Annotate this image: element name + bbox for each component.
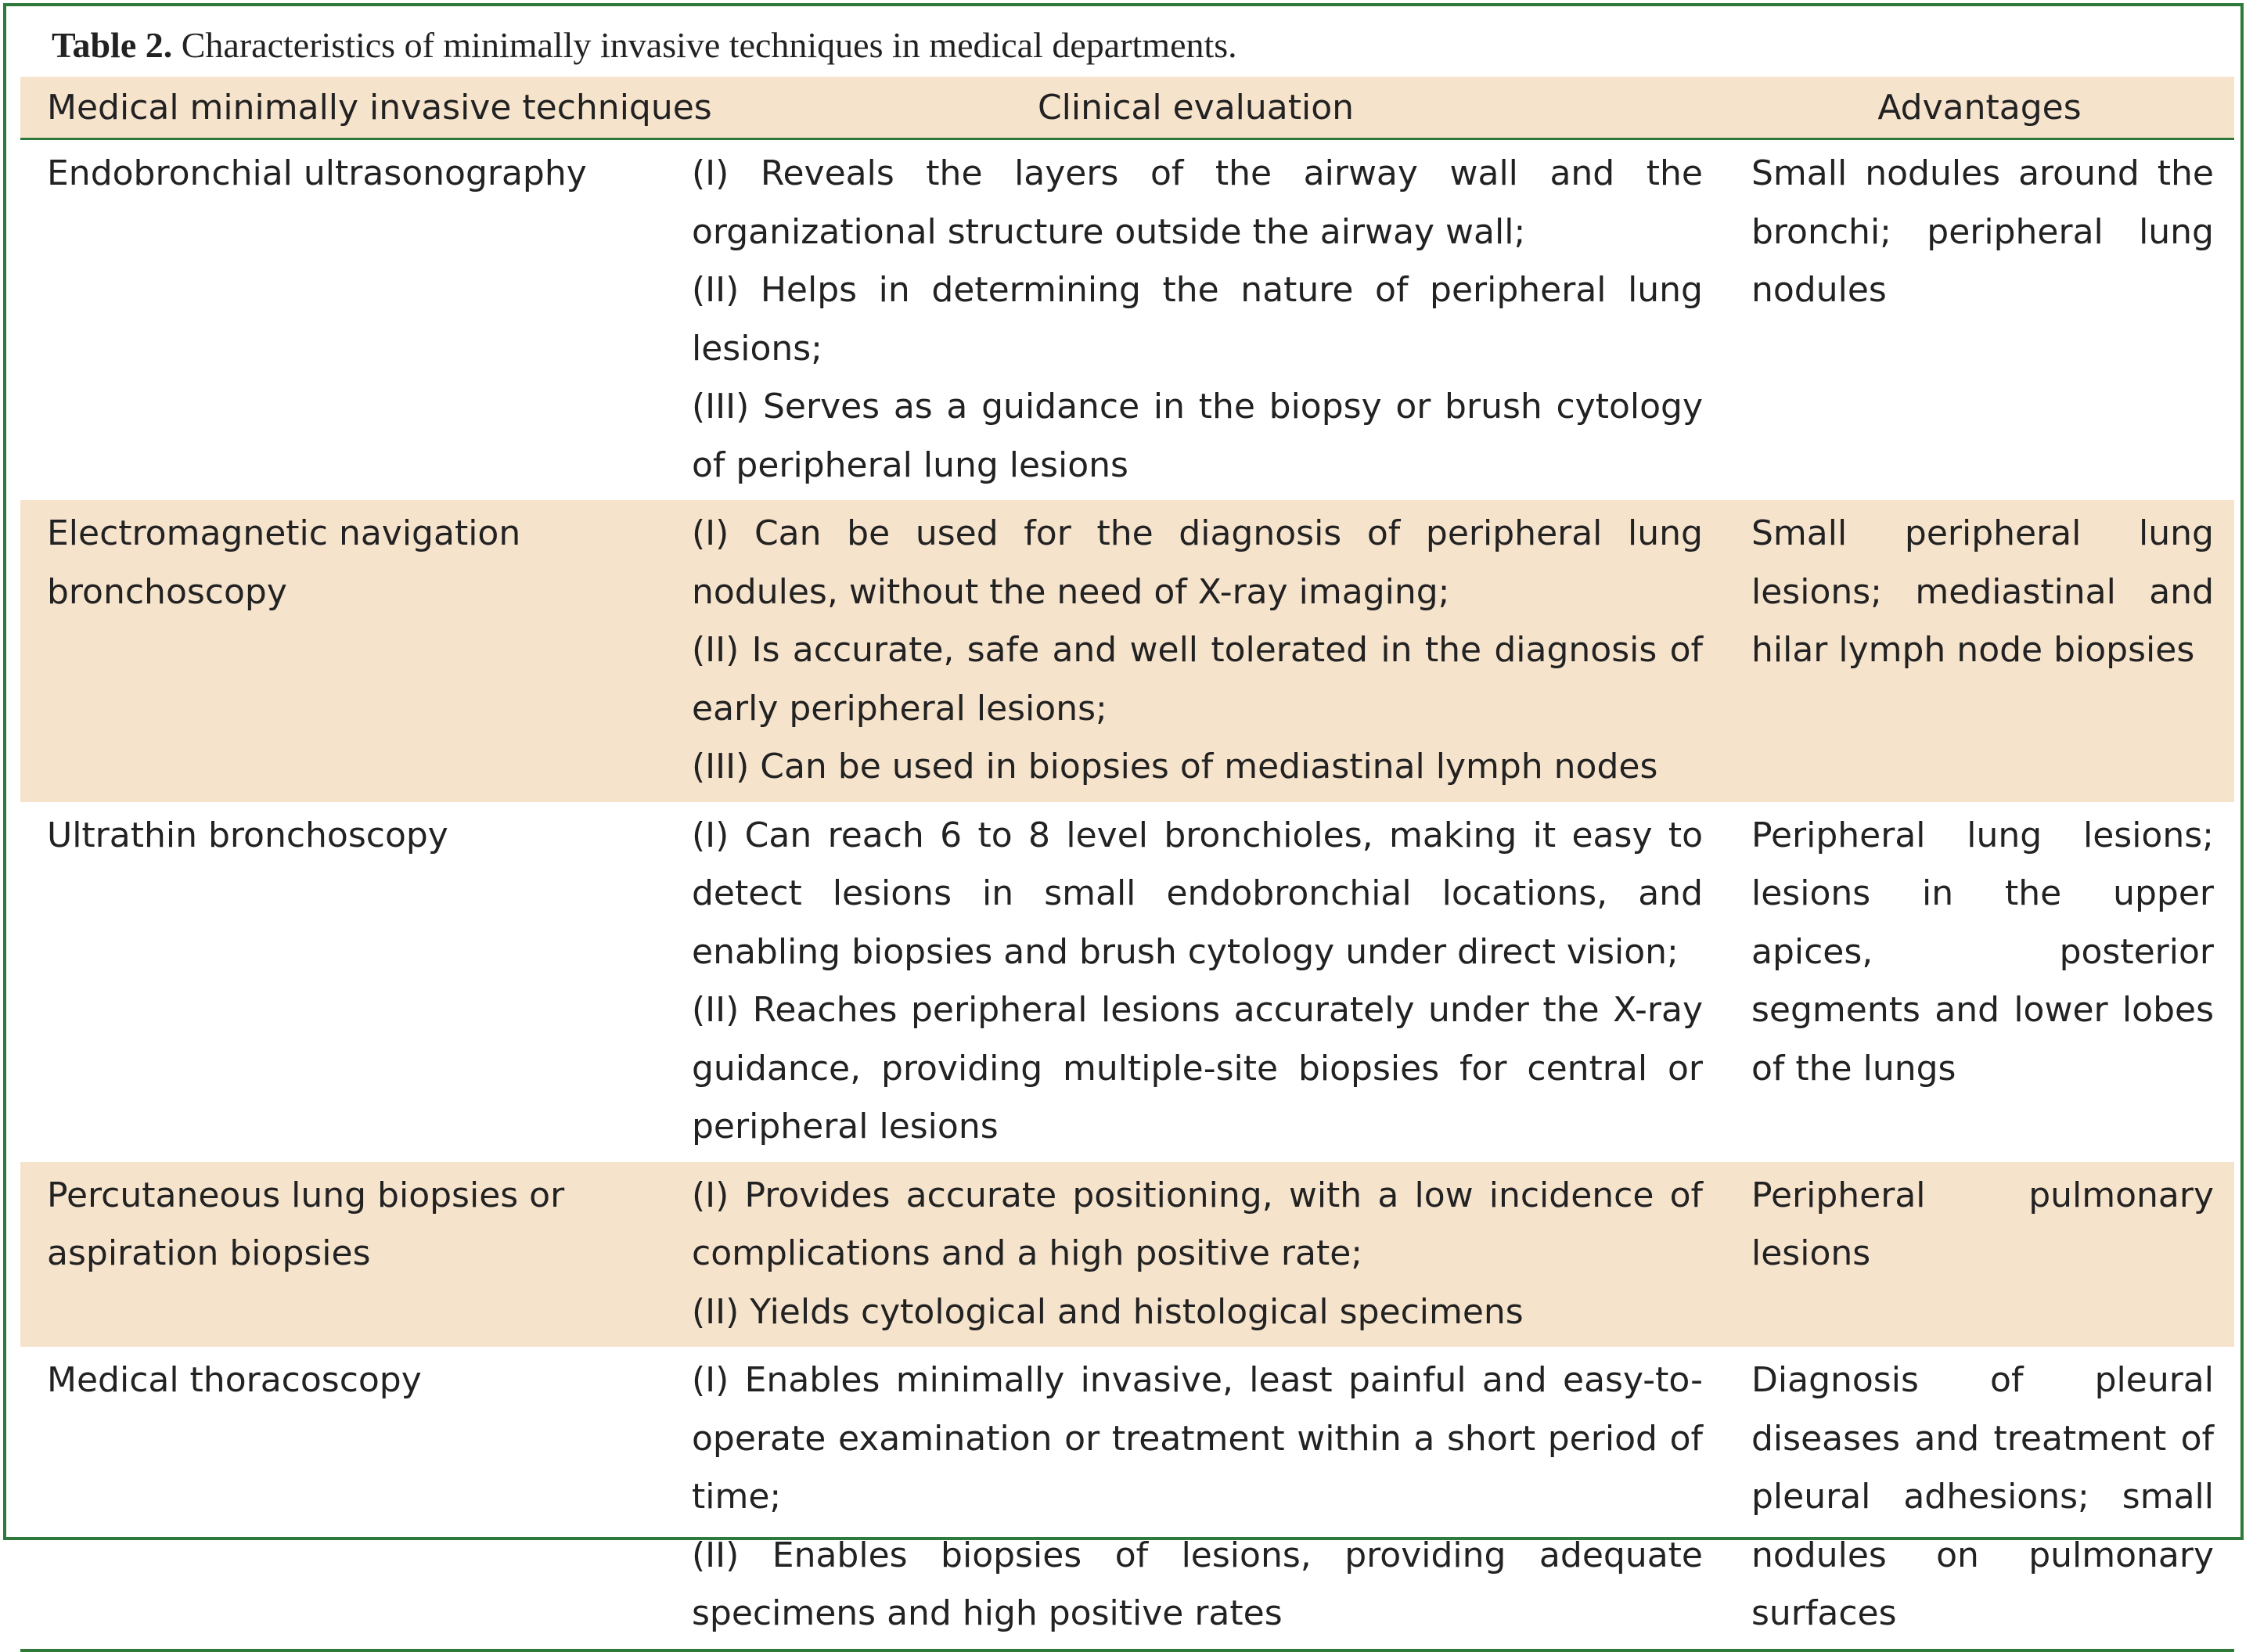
evaluation-item: (I) Reveals the layers of the airway wall and the organizational structure outside the airway wall; [692, 153, 1703, 252]
evaluation-item: (II) Reaches peripheral lesions accurately under the X-ray guidance, providing multiple-site biopsies for central or peripheral lesions [692, 990, 1703, 1146]
evaluation-item: (III) Can be used in biopsies of mediastinal lymph nodes [692, 747, 1658, 786]
table-row [20, 139, 2234, 501]
advantages-cell: Diagnosis of pleural diseases and treatment of pleural adhesions; small nodules on pulmonary surfaces [1725, 1347, 2234, 1650]
evaluation-item: (I) Enables minimally invasive, least painful and easy-to-operate examination or treatment within a short period of time; [692, 1360, 1703, 1517]
advantages-cell: Small nodules around the bronchi; peripheral lung nodules [1751, 153, 2214, 310]
evaluation-item: (I) Provides accurate positioning, with a low incidence of complications and a high positive rate; [692, 1175, 1703, 1273]
header-technique: Medical minimally invasive techniques [20, 77, 667, 139]
caption-text: Characteristics of minimally invasive techniques in medical departments. [181, 25, 1237, 65]
table-caption [52, 20, 1237, 70]
evaluation-cell [667, 1347, 1725, 1650]
header-advantages: Advantages [1725, 77, 2234, 139]
table-row [20, 802, 2234, 1162]
advantages-cell: Peripheral lung lesions; lesions in the upper apices, posterior segments and lower lobes of the lungs [1751, 815, 2214, 1089]
evaluation-item: (II) Is accurate, safe and well tolerated in the diagnosis of early peripheral lesions; [692, 630, 1703, 729]
techniques-table [20, 77, 2234, 1652]
table-row [20, 500, 2234, 802]
caption-label: Table 2. [52, 25, 173, 65]
technique-cell: Medical thoracoscopy [20, 1347, 667, 1650]
evaluation-item: (II) Helps in determining the nature of peripheral lung lesions; [692, 270, 1703, 369]
technique-cell: Electromagnetic navigation bronchoscopy [20, 500, 667, 802]
table-row [20, 1162, 2234, 1348]
advantages-cell: Peripheral pulmonary lesions [1725, 1162, 2234, 1348]
table-header-row [20, 77, 2234, 139]
evaluation-cell [667, 500, 1725, 802]
header-evaluation: Clinical evaluation [667, 77, 1725, 139]
evaluation-item: (III) Serves as a guidance in the biopsy or brush cytology of peripheral lung lesions [692, 387, 1703, 485]
table-row [20, 1347, 2234, 1650]
technique-cell: Percutaneous lung biopsies or aspiration biopsies [20, 1162, 667, 1348]
evaluation-cell [667, 1162, 1725, 1348]
evaluation-cell [667, 139, 1725, 501]
evaluation-item: (II) Enables biopsies of lesions, providing adequate specimens and high positive rates [692, 1535, 1703, 1633]
advantages-cell: Small peripheral lung lesions; mediastinal and hilar lymph node biopsies [1725, 500, 2234, 802]
technique-cell: Endobronchial ultrasonography [47, 153, 587, 193]
technique-cell: Ultrathin bronchoscopy [47, 815, 448, 855]
evaluation-cell [667, 802, 1725, 1162]
evaluation-item: (I) Can reach 6 to 8 level bronchioles, making it easy to detect lesions in small endobronchial locations, and enabling biopsies and brush cytology under direct vision; [692, 815, 1703, 972]
evaluation-item: (I) Can be used for the diagnosis of peripheral lung nodules, without the need of X-ray imaging; [692, 513, 1703, 612]
evaluation-item: (II) Yields cytological and histological specimens [692, 1291, 1524, 1332]
